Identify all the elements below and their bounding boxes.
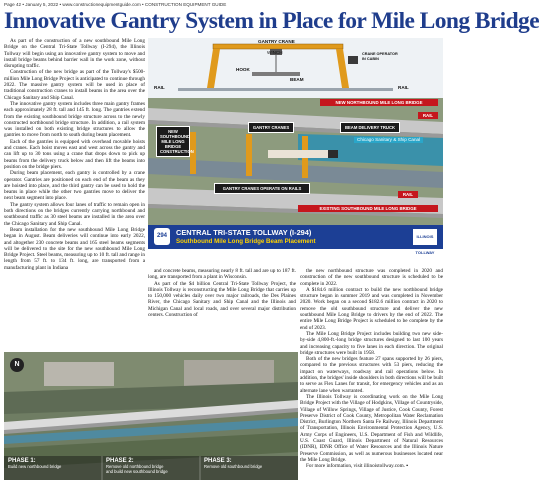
- running-head: Page 42 • January 5, 2022 • www.constructionequipmentguide.com • CONSTRUCTION EQUIPMENT GUIDE: [4, 2, 227, 7]
- paragraph: The Illinois Tollway is coordinating work on the Mile Long Bridge Project with the Village of Hodgkins, Village of Countryside, Village of Willow Springs, Village of Justice, Cook County, Forest Preserve District of Cook County, Metropolitan Water Reclamation District, Burlington Northern Santa Fe Railway, Illinois Department of Transportation, Illinois Environmental Protection Agency, U.S. Army Corps of Engineers, U.S. Department of Fish and Wildlife, U.S. Coast Guard, Illinois Department of Natural Resources (IDNR), IDNR Office of Water Resources and the Illinois Nature Preserve Commission, as well as numerous businesses located near the Mile Long Bridge.: [300, 393, 443, 463]
- label-canal: Chicago Sanitary & Ship Canal: [354, 137, 423, 143]
- label-rail-left: RAIL: [154, 85, 165, 90]
- label-new-southbound: NEW SOUTHBOUND MILE LONG BRIDGE CONSTRUCTION: [156, 126, 190, 157]
- label-gantry-crane: GANTRY CRANE: [258, 39, 295, 44]
- label-gantry-cranes: GANTRY CRANES: [248, 122, 294, 133]
- label-existing-southbound: EXISTING SOUTHBOUND MILE LONG BRIDGE: [298, 205, 438, 212]
- interstate-shield-icon: 294: [154, 228, 170, 245]
- label-rail-right: RAIL: [398, 85, 409, 90]
- label-new-northbound: NEW NORTHBOUND MILE LONG BRIDGE: [320, 99, 438, 106]
- paragraph: As part of the construction of a new southbound Mile Long Bridge on the Central Tri-State Tollway (I-294), the Illinois Tollway will begin using an innovative gantry system to move and install bridge beams behind barrier wall in the work zone, without disrupting traffic.: [4, 38, 145, 70]
- gantry-diagram: [148, 38, 443, 225]
- paragraph: Beam installation for the new southbound Mile Long Bridge began in August. Beam deliveries will continue into early 2022, and altogether 230 concrete beams and 165 steel beams segments will be delivered to the site for the new southbound Mile Long Bridge Project. Steel beams, measuring up to 10 ft. tall and range in length from 57 ft. to 134 ft. long, are transported from a manufacturing plant in Indiana: [4, 226, 145, 271]
- label-operate-on-rails: GANTRY CRANES OPERATE ON RAILS: [214, 183, 310, 194]
- end-mark: ▪: [406, 463, 409, 470]
- paragraph: Both of the new bridges feature 27 spans supported by 26 piers, compared to the previous structures with 53 piers, reducing the impact on waterways, roadway and rail operations below. In addition, the bridges' inside shoulders in both directions will be built to serve as Flex Lanes for transit, for emergency vehicles and as an alternate lane when warranted.: [300, 356, 443, 394]
- label-crane-operator: CRANE OPERATOR IN CABIN: [362, 52, 398, 61]
- paragraph: A $184.6 million contract to build the new northbound bridge structure began in summer 2019 and was completed in November 2020. Work began on a second $182.6 million contract in 2020 to remove the old southbound structure and deliver the new southbound Mile Long Bridge to drivers by the end of 2022. The entire Mile Long Bridge Project is scheduled to be complete by the end of 2023.: [300, 286, 443, 331]
- label-rail-a: RAIL: [418, 112, 438, 119]
- label-rail-b: RAIL: [398, 191, 418, 198]
- headline: Innovative Gantry System in Place for Mile Long Bridge: [4, 8, 539, 34]
- phase-2-title: PHASE 2:: [106, 458, 134, 464]
- label-hook: HOOK: [236, 67, 250, 72]
- paragraph: As part of the $4 billion Central Tri-State Tollway Project, the Illinois Tollway is reconstructing the Mile Long Bridge that carries up to 150,000 vehicles daily over two major railroads, the Des Plaines River, the Chicago Sanitary and Ship Canal and the Illinois and Michigan Canal and local roads, and over several major distribution centers. Construction of: [148, 280, 296, 319]
- label-beam-delivery-truck: BEAM DELIVERY TRUCK: [340, 122, 400, 133]
- phase-2-sub: Remove old northbound bridge and build new southbound bridge: [106, 464, 168, 474]
- paragraph: the new northbound structure was completed in 2020 and construction of the new southbound structure is scheduled to be complete in 2022.: [300, 268, 443, 287]
- paragraph: The gantry system allows four lanes of traffic to remain open in both directions on the bridges currently carrying northbound and southbound traffic as 30 steel beams are installed in the area over the Chicago Sanitary and Ship Canal.: [4, 201, 145, 227]
- label-beam: BEAM: [290, 77, 304, 82]
- paragraph: Each of the gantries is equipped with overhead movable hoists and cranes. Each hoist moves east and west across the gantry and can lift up to 30 tons using a crane that drops down to pick up beams from the delivery truck below and then lift the beams into position on the bridge piers.: [4, 138, 145, 170]
- paragraph: The innovative gantry system includes three main gantry frames each approximately 28 ft. tall and 145 ft. long. The gantries extend from the existing southbound bridge structure across to the newly constructed northbound bridge structure. In addition, a rail system was installed on both existing bridge structures to allow the gantries to move from north to south during beam placement.: [4, 100, 145, 139]
- right-column: [300, 268, 443, 480]
- closing-text: For more information, visit illinoistollway.com.: [306, 463, 405, 470]
- phase-1-sub: Build new northbound bridge: [8, 464, 62, 469]
- paragraph: The Mile Long Bridge Project includes building two new side-by-side 4,800-ft.-long bridge structures designed to last 100 years and increasing capacity to five lanes in each direction. The original bridge structures were built in 1958.: [300, 330, 443, 356]
- north-arrow-icon: N: [10, 358, 24, 372]
- label-winch: WINCH: [267, 50, 283, 55]
- banner-subtitle: Southbound Mile Long Bridge Beam Placement: [176, 238, 316, 245]
- phase-3-title: PHASE 3:: [204, 458, 232, 464]
- closing-line: [300, 463, 443, 469]
- banner-title: CENTRAL TRI-STATE TOLLWAY (I-294): [176, 228, 312, 237]
- middle-column: [148, 268, 296, 350]
- phase-3: [204, 458, 262, 470]
- phase-1-title: PHASE 1:: [8, 458, 36, 464]
- project-banner: [148, 225, 443, 255]
- paragraph: Construction of the new bridge as part of the Tollway's $500-million Mile Long Bridge Project is anticipated to continue through 2022. The massive gantry system will be used in place of traditional construction cranes to install beams in the area over the Chicago Sanitary and Ship Canal.: [4, 69, 145, 101]
- paragraph: During beam placement, each gantry is controlled by a crane operator. Gantries are positioned on each end of the beam as they are hoisted into place, and the third gantry can be used to hold the beams in place while the other two gantries move to deliver the next beam segment into place.: [4, 170, 145, 202]
- paragraph: and concrete beams, measuring nearly 8 ft. tall and are up to 187 ft. long, are transported from a plant in Wisconsin.: [148, 268, 296, 281]
- aerial-photo: [4, 352, 298, 480]
- left-column: [4, 38, 145, 351]
- phase-3-sub: Remove old southbound bridge: [204, 464, 263, 469]
- tollway-logo: ILLINOIS TOLLWAY: [413, 229, 437, 245]
- phase-2: [106, 458, 168, 475]
- phase-1: [8, 458, 61, 470]
